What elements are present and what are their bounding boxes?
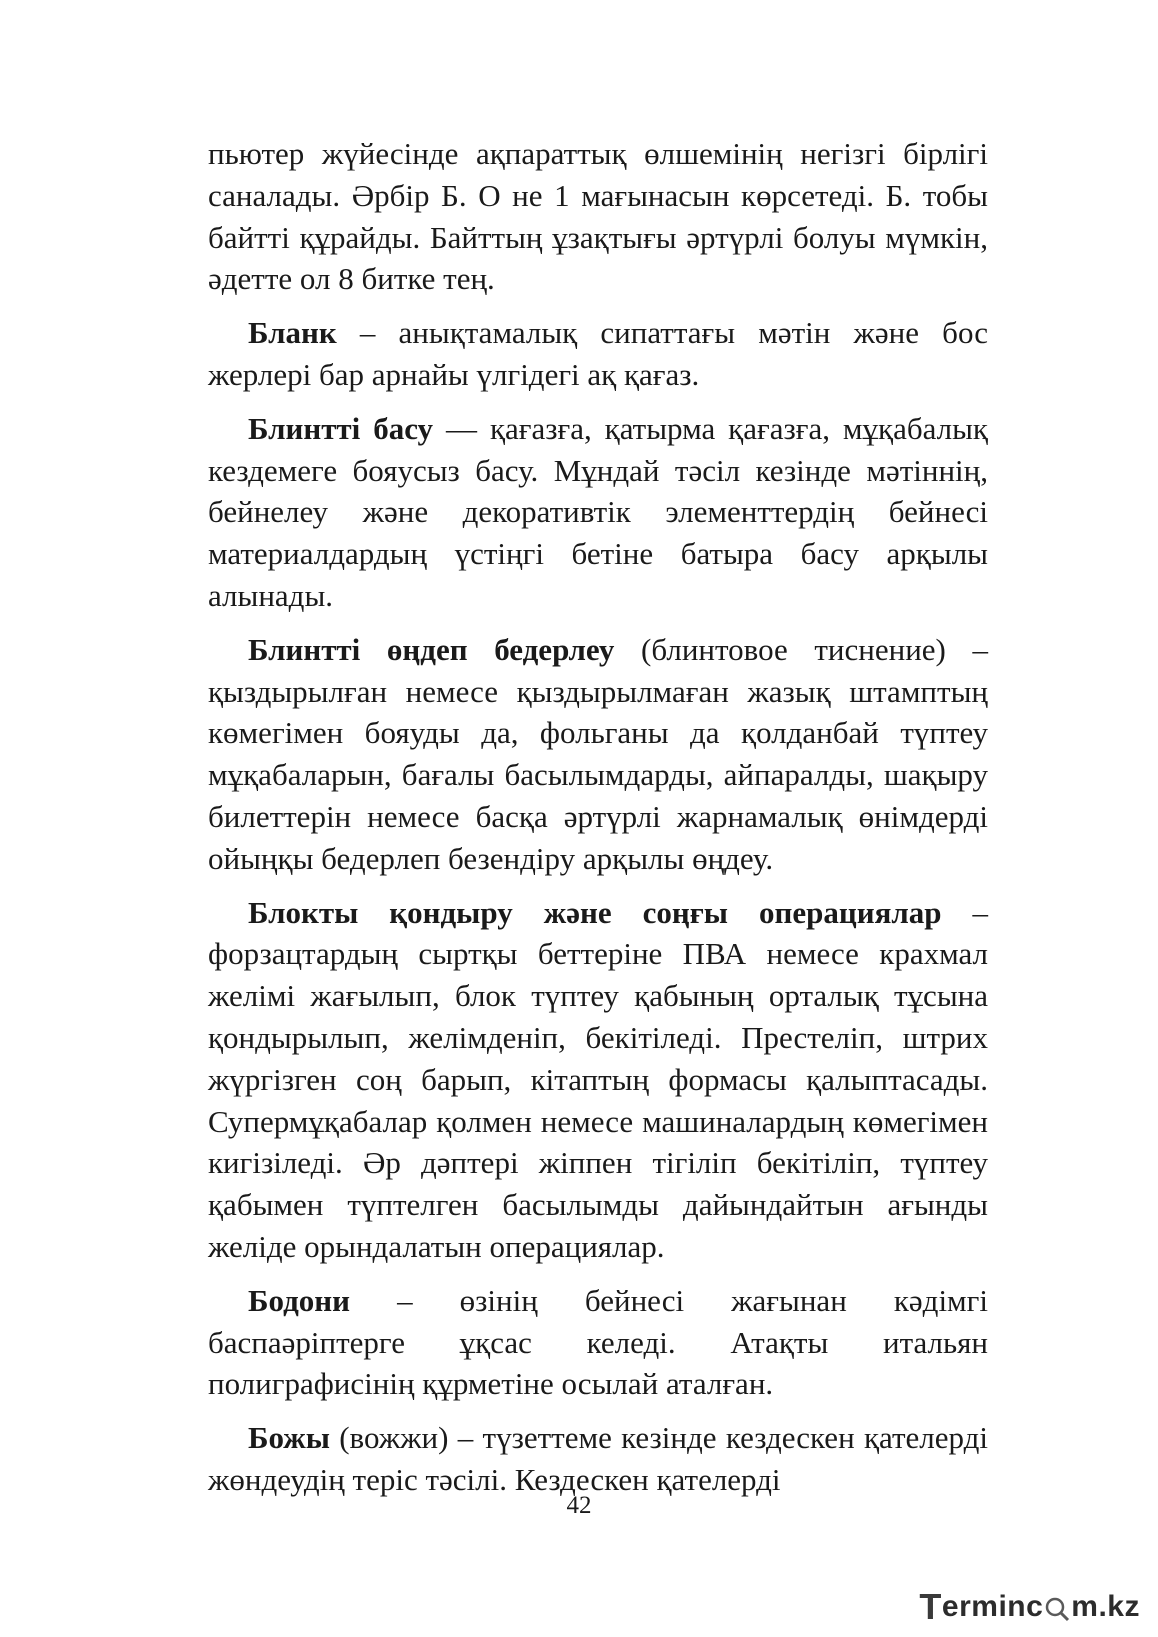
glossary-entry-bozhy: [208, 1417, 988, 1501]
glossary-entry-blind-printing: [208, 408, 988, 617]
entry-definition: – анықтамалық сипаттағы мәтін және бос жерлері бар арнайы үлгідегі ақ қағаз.: [208, 315, 988, 392]
entry-term: Божы: [248, 1420, 330, 1456]
magnifier-icon: [1044, 1594, 1070, 1620]
entry-term: Бланк: [248, 315, 337, 351]
entry-definition: – өзінің бейнесі жағынан кәдімгі баспаәріптерге ұқсас келеді. Атақты итальян полиграфисінің құрметіне осылай аталған.: [208, 1282, 988, 1402]
paragraph-continuation: [208, 133, 988, 300]
entry-term: Блинтті басу: [248, 410, 434, 446]
document-body: [208, 133, 988, 1513]
entry-term: Бодони: [248, 1282, 351, 1318]
entry-definition: (блинтовое тиснение) – қыздырылған немесе қыздырылмаған жазық штамптың көмегімен бояуды да, фольганы да қолданбай түптеу мұқабаларын, бағалы басылымдарды, айпаралды, шақыру билеттерін немесе басқа әртүрлі жарнамалық өнімдерді ойыңқы бедерлеп безендіру арқылы өңдеу.: [208, 631, 988, 876]
entry-term: Блокты қондыру және соңғы операциялар: [248, 894, 942, 930]
watermark-text-m-kz: m.kz: [1071, 1590, 1140, 1623]
entry-term: Блинтті өңдеп бедерлеу: [248, 631, 615, 667]
glossary-entry-bodoni: [208, 1280, 988, 1405]
page-number: 42: [566, 1492, 592, 1519]
glossary-entry-blind-embossing: [208, 629, 988, 880]
entry-definition: (вожжи) – түзеттеме кезінде кездескен қателерді жөндеудің теріс тәсілі. Кездескен қателерді: [208, 1420, 988, 1497]
entry-definition: – форзацтардың сыртқы беттеріне ПВА немесе крахмал желімі жағылып, блок түптеу қабының орталық тұсына қондырылып, желімденіп, бекітіледі. Престеліп, штрих жүргізген соң барып, кітаптың формасы қалыптасады. Супермұқабалар қолмен немесе машиналардың көмегімен кигізіледі. Әр дәптері жіппен тігіліп бекітіліп, түптеу қабымен түптелген басылымды дайындайтын ағынды желіде орындалатын операциялар.: [208, 894, 988, 1264]
glossary-entry-blank: [208, 312, 988, 396]
watermark-text-t: T: [919, 1586, 942, 1627]
glossary-entry-block-casing: [208, 892, 988, 1268]
entry-definition: — қағазға, қатырма қағазға, мұқабалық кездемеге бояусыз басу. Мұндай тәсіл кезінде мәтіннің, бейнелеу және декоративтік элементтердің бейнесі материалдардың үстіңгі бетіне батыра басу арқылы алынады.: [208, 410, 988, 613]
paragraph-text: пьютер жүйесінде ақпараттық өлшемінің негізгі бірлігі саналады. Әрбір Б. О не 1 мағынасын көрсетеді. Б. тобы байтті құрайды. Байттың ұзақтығы әртүрлі болуы мүмкін, әдетте ол 8 битке тең.: [208, 136, 988, 297]
termincom-watermark-logo: [919, 1587, 1140, 1627]
watermark-text-erminc: erminc: [941, 1590, 1044, 1623]
